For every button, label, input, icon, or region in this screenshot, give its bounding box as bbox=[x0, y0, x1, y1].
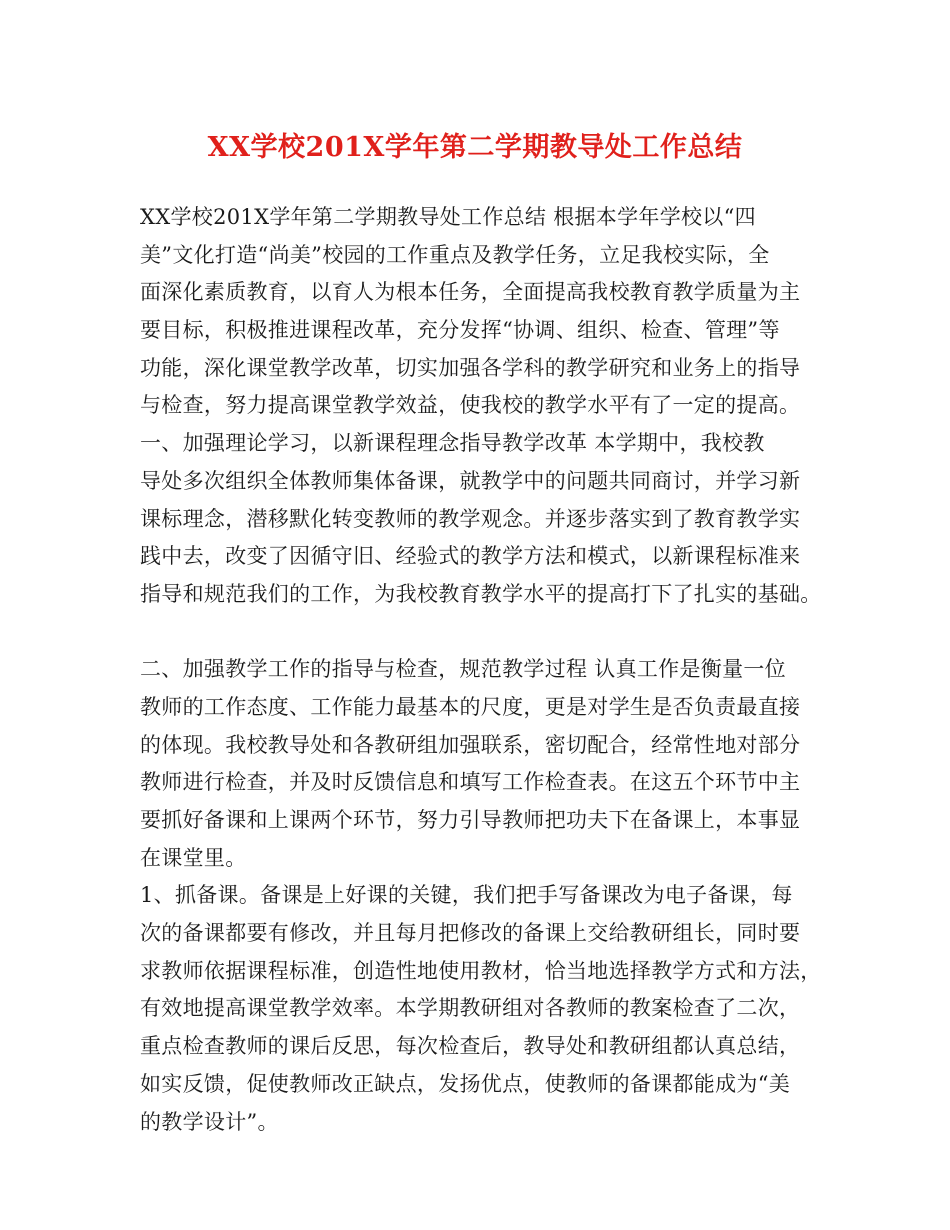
document-body bbox=[140, 199, 840, 1141]
body-line: 与检查，努力提高课堂教学效益，使我校的教学水平有了一定的提高。 bbox=[140, 393, 801, 418]
body-line: 如实反馈，促使教师改正缺点，发扬优点，使教师的备课都能成为“美 bbox=[140, 1071, 791, 1096]
body-line: 在课堂里。 bbox=[140, 845, 247, 870]
body-line: 求教师依据课程标准，创造性地使用教材，恰当地选择教学方式和方法， bbox=[140, 958, 822, 983]
body-line: 要抓好备课和上课两个环节，努力引导教师把功夫下在备课上，本事显 bbox=[140, 808, 801, 832]
body-line: 要目标，积极推进课程改革，充分发挥“协调、组织、检查、管理”等 bbox=[140, 318, 780, 343]
body-line: 1、抓备课。备课是上好课的关键，我们把手写备课改为电子备课，每 bbox=[140, 883, 793, 908]
body-line: 二、加强教学工作的指导与检查，规范教学过程 认真工作是衡量一位 bbox=[140, 657, 786, 682]
body-line: 一、加强理论学习，以新课程理念指导教学改革 本学期中，我校教 bbox=[140, 431, 765, 456]
body-line: 的体现。我校教导处和各教研组加强联系，密切配合，经常性地对部分 bbox=[140, 732, 801, 757]
body-line: 指导和规范我们的工作，为我校教育教学水平的提高打下了扎实的基础。 bbox=[140, 581, 822, 606]
body-line: 的教学设计”。 bbox=[140, 1109, 279, 1134]
body-line: XX学校201X学年第二学期教导处工作总结 根据本学年学校以“四 bbox=[140, 205, 756, 229]
document-title: XX学校201X学年第二学期教导处工作总结 bbox=[207, 132, 743, 163]
body-line: 有效地提高课堂教学效率。本学期教研组对各教师的教案检查了二次， bbox=[140, 996, 801, 1021]
body-line: 次的备课都要有修改，并且每月把修改的备课上交给教研组长，同时要 bbox=[140, 921, 801, 946]
body-line: 课标理念，潜移默化转变教师的教学观念。并逐步落实到了教育教学实 bbox=[140, 506, 801, 531]
body-line: 面深化素质教育，以育人为根本任务，全面提高我校教育教学质量为主 bbox=[140, 280, 801, 305]
body-line: 践中去，改变了因循守旧、经验式的教学方法和模式，以新课程标准来 bbox=[140, 544, 801, 569]
paragraph-spacer bbox=[140, 614, 840, 652]
body-line: 功能，深化课堂教学改革，切实加强各学科的教学研究和业务上的指导 bbox=[140, 355, 801, 380]
body-line: 重点检查教师的课后反思，每次检查后，教导处和教研组都认真总结， bbox=[140, 1034, 801, 1059]
body-line: 美”文化打造“尚美”校园的工作重点及教学任务，立足我校实际，全 bbox=[140, 242, 770, 267]
body-line: 教师进行检查，并及时反馈信息和填写工作检查表。在这五个环节中主 bbox=[140, 770, 801, 795]
body-line: 导处多次组织全体教师集体备课，就教学中的问题共同商讨，并学习新 bbox=[140, 468, 801, 493]
body-line: 教师的工作态度、工作能力最基本的尺度，更是对学生是否负责最直接 bbox=[140, 694, 801, 719]
